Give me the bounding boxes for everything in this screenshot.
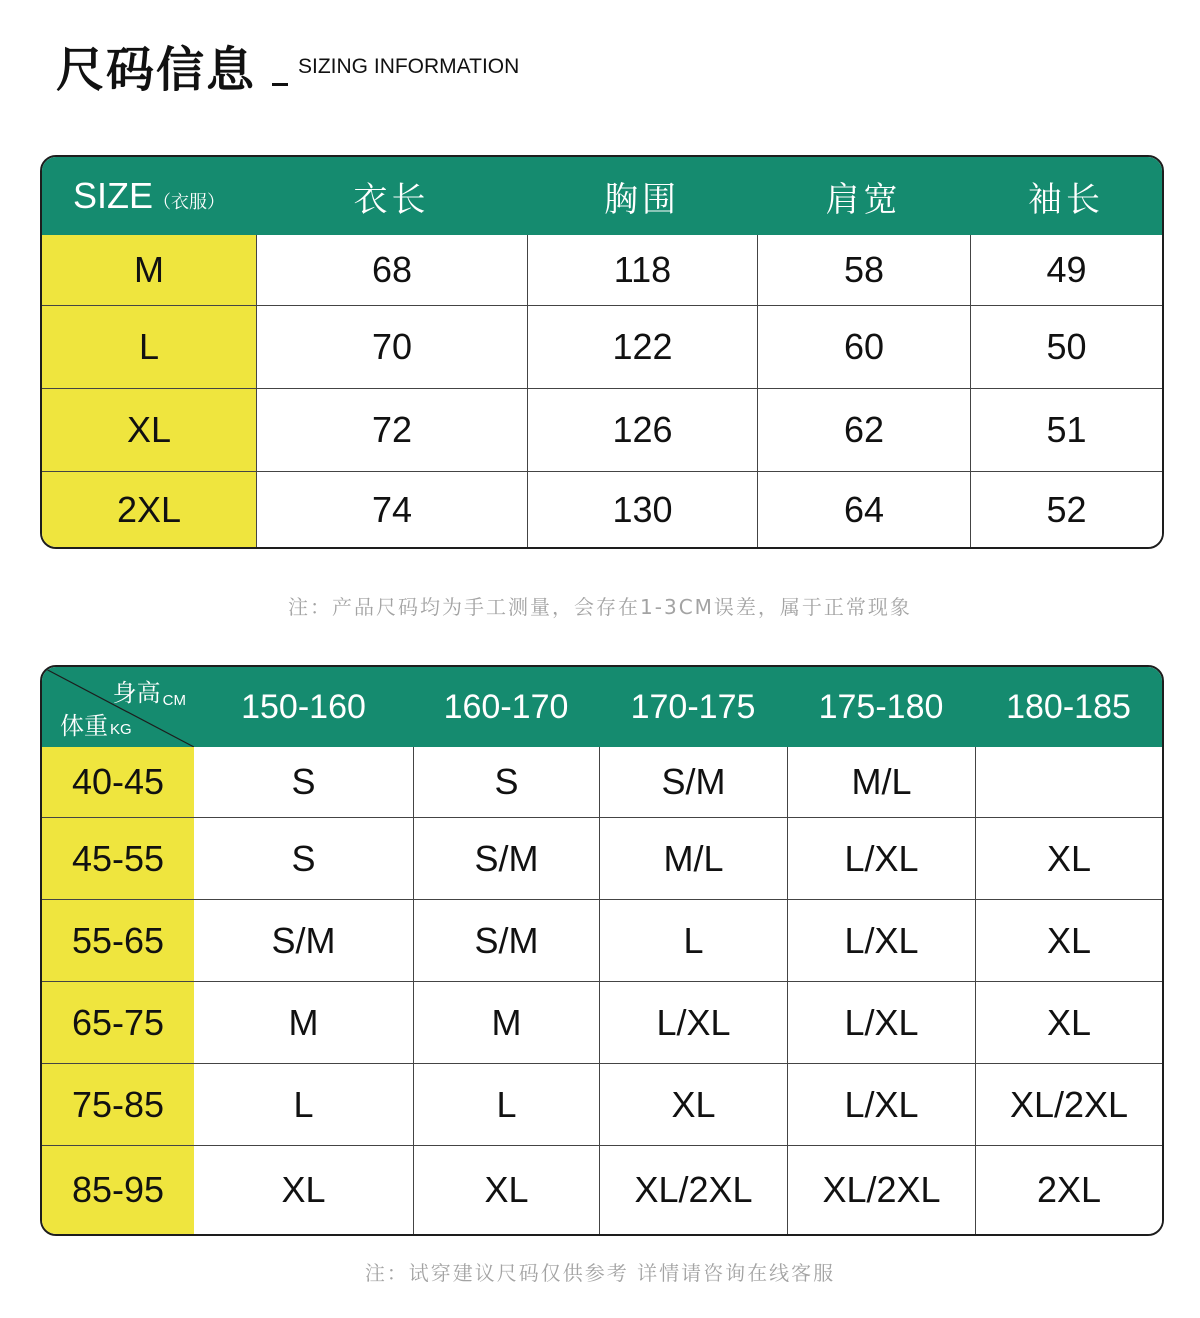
table-cell: M/L: [787, 747, 975, 817]
table-cell: XL/2XL: [599, 1145, 787, 1234]
table-row: [42, 235, 1162, 305]
table-cell: S: [194, 817, 413, 899]
column-header: 150-160: [194, 667, 413, 747]
table-cell: 52: [970, 471, 1162, 547]
table-cell: L/XL: [787, 899, 975, 981]
weight-range: 75-85: [42, 1063, 194, 1145]
size-label: XL: [42, 388, 256, 471]
table-cell: XL: [975, 981, 1162, 1063]
column-header: 胸围: [527, 157, 757, 235]
table-cell: XL: [975, 899, 1162, 981]
column-header: 180-185: [975, 667, 1162, 747]
table-cell: L/XL: [787, 1063, 975, 1145]
table-cell: 118: [527, 235, 757, 305]
table-cell: 50: [970, 305, 1162, 388]
table-cell: 72: [256, 388, 527, 471]
fit-table: [40, 665, 1164, 1236]
table-cell: S/M: [599, 747, 787, 817]
table-cell: L/XL: [787, 817, 975, 899]
page-title: [56, 30, 519, 100]
weight-unit: KG: [110, 721, 132, 738]
table-row: [42, 981, 1162, 1063]
weight-range: 65-75: [42, 981, 194, 1063]
table-cell: 130: [527, 471, 757, 547]
table-cell: 122: [527, 305, 757, 388]
table-cell: M: [413, 981, 599, 1063]
table-cell: S/M: [413, 817, 599, 899]
table-cell: L/XL: [787, 981, 975, 1063]
size-label: 2XL: [42, 471, 256, 547]
column-header: 160-170: [413, 667, 599, 747]
corner-header: [42, 667, 194, 747]
height-label: 身高 CM: [112, 679, 186, 709]
column-header: 衣长: [256, 157, 527, 235]
table-cell: S: [413, 747, 599, 817]
table-cell: L/XL: [599, 981, 787, 1063]
weight-label: 体重 KG: [60, 712, 132, 740]
table-cell: 60: [757, 305, 970, 388]
weight-range: 85-95: [42, 1145, 194, 1234]
size-table: [40, 155, 1164, 549]
table-cell: [975, 747, 1162, 817]
table-cell: XL: [194, 1145, 413, 1234]
table-row: [42, 817, 1162, 899]
table-cell: L: [194, 1063, 413, 1145]
weight-range: 40-45: [42, 747, 194, 817]
column-header: 袖长: [970, 157, 1162, 235]
size-column-subheader: （衣服）: [153, 192, 225, 213]
table-row: [42, 1063, 1162, 1145]
table-row: [42, 899, 1162, 981]
table-row: [42, 1145, 1162, 1234]
table-cell: XL: [413, 1145, 599, 1234]
table-cell: 49: [970, 235, 1162, 305]
table-cell: XL/2XL: [975, 1063, 1162, 1145]
table-cell: M/L: [599, 817, 787, 899]
measurement-note: 注：产品尺码均为手工测量，会存在1-3CM误差，属于正常现象: [288, 595, 912, 619]
table-cell: 2XL: [975, 1145, 1162, 1234]
title-en: SIZING INFORMATION: [298, 55, 520, 78]
table-row: [42, 305, 1162, 388]
table-cell: S/M: [413, 899, 599, 981]
size-label: M: [42, 235, 256, 305]
table-cell: S/M: [194, 899, 413, 981]
table-cell: 126: [527, 388, 757, 471]
table-cell: 51: [970, 388, 1162, 471]
table-cell: XL/2XL: [787, 1145, 975, 1234]
table-cell: 74: [256, 471, 527, 547]
table-cell: S: [194, 747, 413, 817]
table-row: [42, 747, 1162, 817]
size-label: L: [42, 305, 256, 388]
title-cn: 尺码信息: [56, 42, 257, 98]
table-cell: L: [413, 1063, 599, 1145]
size-column-header: SIZE（衣服）: [42, 157, 256, 235]
table-cell: 62: [757, 388, 970, 471]
table-cell: 70: [256, 305, 527, 388]
weight-range: 45-55: [42, 817, 194, 899]
table-row: [42, 471, 1162, 547]
table-cell: 64: [757, 471, 970, 547]
height-unit: CM: [162, 692, 186, 709]
weight-range: 55-65: [42, 899, 194, 981]
table-row: [42, 388, 1162, 471]
table-cell: M: [194, 981, 413, 1063]
title-separator: [272, 83, 288, 86]
table-cell: L: [599, 899, 787, 981]
table-cell: 68: [256, 235, 527, 305]
table-cell: 58: [757, 235, 970, 305]
table-cell: XL: [599, 1063, 787, 1145]
fit-note: 注：试穿建议尺码仅供参考 详情请咨询在线客服: [364, 1261, 836, 1285]
column-header: 170-175: [599, 667, 787, 747]
table-cell: XL: [975, 817, 1162, 899]
column-header: 175-180: [787, 667, 975, 747]
column-header: 肩宽: [757, 157, 970, 235]
